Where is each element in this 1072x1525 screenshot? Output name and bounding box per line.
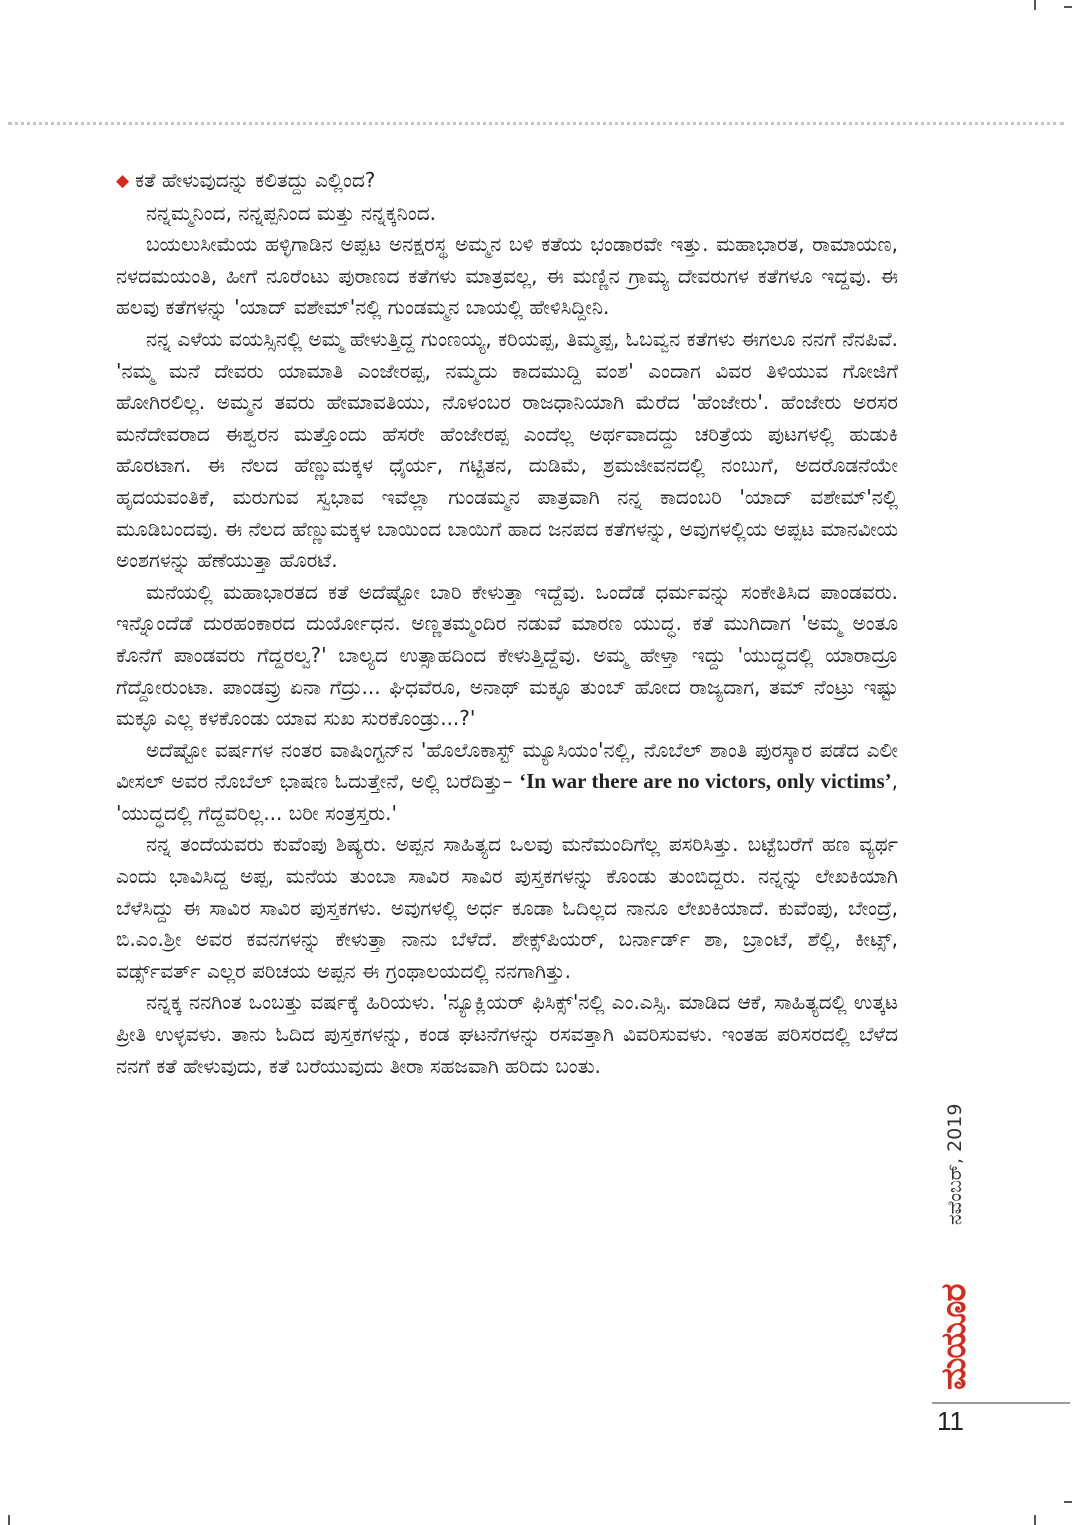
paragraph-text: ಅದೆಷ್ಟೋ ವರ್ಷಗಳ ನಂತರ ವಾಷಿಂಗ್ಟನ್‌ನ 'ಹೊಲೊಕಾಸ್ಟ್ ಮ್ಯೂಸಿಯಂ'ನಲ್ಲಿ, ನೊಬೆಲ್ ಶಾಂತಿ ಪುರಸ್ಕಾರ ಪಡೆದ ಎಲೀ ವೀಸಲ್ ಅವರ ನೊಬೆಲ್ ಭಾಷಣ ಓದುತ್ತೇನೆ, ಅಲ್ಲಿ ಬರೆದಿತ್ತು–: [116, 737, 898, 794]
footer-rule: [932, 1402, 1070, 1404]
issue-date: ನವೆಂಬರ್, 2019: [944, 1103, 966, 1225]
paragraph: ನನ್ನ ಎಳೆಯ ವಯಸ್ಸಿನಲ್ಲಿ ಅಮ್ಮ ಹೇಳುತ್ತಿದ್ದ ಗುಂಣಯ್ಯ, ಕರಿಯಪ್ಪ, ತಿಮ್ಮಪ್ಪ, ಓಬವ್ವನ ಕತೆಗಳು ಈಗಲೂ ನನಗೆ ನೆನಪಿವೆ. 'ನಮ್ಮ ಮನೆ ದೇವರು ಯಾಮಾತಿ ಎಂಜೇರಪ್ಪ, ನಮ್ಮದು ಕಾದಮುದ್ದಿ ವಂಶ' ಎಂದಾಗ ವಿವರ ತಿಳಿಯುವ ಗೋಜಿಗೆ ಹೋಗಿರಲಿಲ್ಲ. ಅಮ್ಮನ ತವರು ಹೇಮಾವತಿಯು, ನೊಳಂಬರ ರಾಜಧಾನಿಯಾಗಿ ಮೆರೆದ 'ಹೆಂಜೇರು'. ಹೆಂಜೇರು ಅರಸರ ಮನೆದೇವರಾದ ಈಶ್ವರನ ಮತ್ತೊಂದು ಹೆಸರೇ ಹೆಂಜೇರಪ್ಪ ಎಂದೆಲ್ಲ ಅರ್ಥವಾದದ್ದು ಚರಿತ್ರೆಯ ಪುಟಗಳಲ್ಲಿ ಹುಡುಕಿ ಹೊರಟಾಗ. ಈ ನೆಲದ ಹೆಣ್ಣುಮಕ್ಕಳ ಧೈರ್ಯ, ಗಟ್ಟಿತನ, ದುಡಿಮೆ, ಶ್ರಮಜೀವನದಲ್ಲಿ ನಂಬುಗೆ, ಅದರೊಡನೆಯೇ ಹೃದಯವಂತಿಕೆ, ಮರುಗುವ ಸ್ವಭಾವ ಇವೆಲ್ಲಾ ಗುಂಡಮ್ಮನ ಪಾತ್ರವಾಗಿ ನನ್ನ ಕಾದಂಬರಿ 'ಯಾದ್ ವಶೇಮ್'ನಲ್ಲಿ ಮೂಡಿಬಂದವು. ಈ ನೆಲದ ಹೆಣ್ಣುಮಕ್ಕಳ ಬಾಯಿಂದ ಬಾಯಿಗೆ ಹಾದ ಜನಪದ ಕತೆಗಳನ್ನು, ಅವುಗಳಲ್ಲಿಯ ಅಪ್ಪಟ ಮಾನವೀಯ ಅಂಶಗಳನ್ನು ಹೆಣೆಯುತ್ತಾ ಹೊರಟೆ.: [116, 326, 898, 573]
crop-mark: [1064, 6, 1072, 8]
magazine-logo: ಮಯೂರ: [934, 1284, 974, 1390]
page-number: 11: [937, 1406, 964, 1436]
article-body: [116, 165, 898, 1082]
crop-mark: [1034, 0, 1036, 10]
paragraph: ನನ್ನಮ್ಮನಿಂದ, ನನ್ನಪ್ಪನಿಂದ ಮತ್ತು ನನ್ನಕ್ಕನಿಂದ.: [146, 200, 436, 225]
header-dotted-rule: [8, 122, 1064, 125]
crop-mark: [8, 1515, 10, 1525]
paragraph: ಮನೆಯಲ್ಲಿ ಮಹಾಭಾರತದ ಕತೆ ಅದೆಷ್ಟೋ ಬಾರಿ ಕೇಳುತ್ತಾ ಇದ್ದೆವು. ಒಂದೆಡೆ ಧರ್ಮವನ್ನು ಸಂಕೇತಿಸಿದ ಪಾಂಡವರು. ಇನ್ನೊಂದೆಡೆ ದುರಹಂಕಾರದ ದುರ್ಯೋಧನ. ಅಣ್ಣತಮ್ಮಂದಿರ ನಡುವೆ ಮಾರಣ ಯುದ್ಧ. ಕತೆ ಮುಗಿದಾಗ 'ಅಮ್ಮ ಅಂತೂ ಕೊನೆಗೆ ಪಾಂಡವರು ಗೆದ್ದರಲ್ವ?' ಬಾಲ್ಯದ ಉತ್ಸಾಹದಿಂದ ಕೇಳುತ್ತಿದ್ದೆವು. ಅಮ್ಮ ಹೇಳ್ತಾ ಇದ್ದು 'ಯುದ್ಧದಲ್ಲಿ ಯಾರಾದ್ರೂ ಗೆದ್ದೋರುಂಟಾ. ಪಾಂಡವ್ರು ಏನಾ ಗೆದ್ರು... ಘಿಧವೆರೂ, ಅನಾಥ್ ಮಕ್ಳೂ ತುಂಬ್ ಹೋದ ರಾಜ್ಯದಾಗ, ತಮ್ ನೆಂಟ್ರು ಇಷ್ಟು ಮಕ್ಳೂ ಎಲ್ಲ ಕಳಕೊಂಡು ಯಾವ ಸುಖ ಸುರಕೊಂಡ್ರು...?': [116, 579, 898, 731]
paragraph: ಬಯಲುಸೀಮೆಯ ಹಳ್ಳಿಗಾಡಿನ ಅಪ್ಪಟ ಅನಕ್ಷರಸ್ಥ ಅಮ್ಮನ ಬಳಿ ಕತೆಯ ಭಂಡಾರವೇ ಇತ್ತು. ಮಹಾಭಾರತ, ರಾಮಾಯಣ, ನಳದಮಯಂತಿ, ಹೀಗೆ ನೂರೆಂಟು ಪುರಾಣದ ಕತೆಗಳು ಮಾತ್ರವಲ್ಲ, ಈ ಮಣ್ಣಿನ ಗ್ರಾಮ್ಯ ದೇವರುಗಳ ಕತೆಗಳೂ ಇದ್ದವು. ಈ ಹಲವು ಕತೆಗಳನ್ನು 'ಯಾದ್ ವಶೇಮ್'ನಲ್ಲಿ ಗುಂಡಮ್ಮನ ಬಾಯಲ್ಲಿ ಹೇಳಿಸಿದ್ದೀನಿ.: [116, 232, 898, 320]
interview-question: [116, 165, 898, 198]
diamond-bullet-icon: ◆: [116, 171, 130, 191]
paragraph: ನನ್ನಕ್ಕ ನನಗಿಂತ ಒಂಬತ್ತು ವರ್ಷಕ್ಕೆ ಹಿರಿಯಳು. 'ನ್ಯೂಕ್ಲಿಯರ್ ಫಿಸಿಕ್ಸ್'ನಲ್ಲಿ ಎಂ.ಎಸ್ಸಿ. ಮಾಡಿದ ಆಕೆ, ಸಾಹಿತ್ಯದಲ್ಲಿ ಉತ್ಕಟ ಪ್ರೀತಿ ಉಳ್ಳವಳು. ತಾನು ಓದಿದ ಪುಸ್ತಕಗಳನ್ನು, ಕಂಡ ಘಟನೆಗಳನ್ನು ರಸವತ್ತಾಗಿ ವಿವರಿಸುವಳು. ಇಂತಹ ಪರಿಸರದಲ್ಲಿ ಬೆಳೆದ ನನಗೆ ಕತೆ ಹೇಳುವುದು, ಕತೆ ಬರೆಯುವುದು ತೀರಾ ಸಹಜವಾಗಿ ಹರಿದು ಬಂತು.: [116, 990, 899, 1078]
crop-mark: [1064, 1501, 1072, 1503]
paragraph-holocaust: [116, 735, 898, 830]
paragraph: ನನ್ನ ತಂದೆಯವರು ಕುವೆಂಪು ಶಿಷ್ಯರು. ಅಪ್ಪನ ಸಾಹಿತ್ಯದ ಒಲವು ಮನೆಮಂದಿಗೆಲ್ಲ ಪಸರಿಸಿತ್ತು. ಬಟ್ಟೆಬರೆಗೆ ಹಣ ವ್ಯರ್ಥ ಎಂದು ಭಾವಿಸಿದ್ದ ಅಪ್ಪ, ಮನೆಯ ತುಂಬಾ ಸಾವಿರ ಸಾವಿರ ಪುಸ್ತಕಗಳನ್ನು ಕೊಂಡು ತುಂಬಿದ್ದರು. ನನ್ನನ್ನು ಲೇಖಕಿಯಾಗಿ ಬೆಳೆಸಿದ್ದು ಈ ಸಾವಿರ ಸಾವಿರ ಪುಸ್ತಕಗಳು. ಅವುಗಳಲ್ಲಿ ಅರ್ಧ ಕೂಡಾ ಓದಿಲ್ಲದ ನಾನೂ ಲೇಖಕಿಯಾದೆ. ಕುವೆಂಪು, ಬೇಂದ್ರೆ, ಬಿ.ಎಂ.ಶ್ರೀ ಅವರ ಕವನಗಳನ್ನು ಕೇಳುತ್ತಾ ನಾನು ಬೆಳೆದೆ. ಶೇಕ್ಸ್‌ಪಿಯರ್, ಬರ್ನಾರ್ಡ್ ಶಾ, ಬ್ರಾಂಟೆ, ಶೆಲ್ಲಿ, ಕೀಟ್ಸ್, ವರ್ಡ್ಸ್‌ವರ್ತ್ ಎಲ್ಲರ ಪರಿಚಯ ಅಪ್ಪನ ಈ ಗ್ರಂಥಾಲಯದಲ್ಲಿ ನನಗಾಗಿತ್ತು.: [116, 832, 898, 983]
question-text: ಕತೆ ಹೇಳುವುದನ್ನು ಕಲಿತದ್ದು ಎಲ್ಲಿಂದ?: [135, 168, 376, 192]
paragraph-text: , 'ಯುದ್ಧದಲ್ಲಿ ಗೆದ್ದವರಿಲ್ಲ... ಬರೀ ಸಂತ್ರಸ್ತರು.': [116, 769, 898, 825]
english-quote: ‘In war there are no victors, only victims’: [519, 769, 892, 794]
crop-mark: [1034, 1515, 1036, 1525]
